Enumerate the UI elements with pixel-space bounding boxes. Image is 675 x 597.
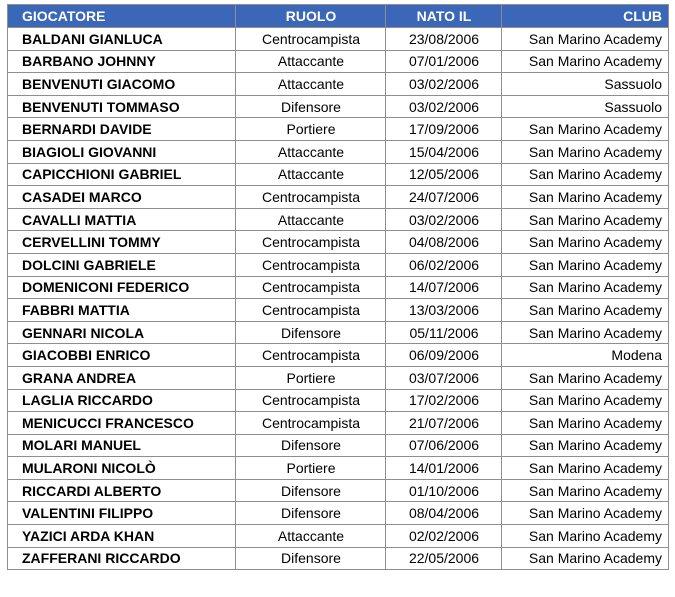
club-cell: San Marino Academy — [502, 434, 669, 457]
birth-date-cell: 14/01/2006 — [386, 457, 502, 480]
birth-date-cell: 23/08/2006 — [386, 28, 502, 51]
birth-date-cell: 03/02/2006 — [386, 73, 502, 96]
player-name-cell: BENVENUTI TOMMASO — [8, 95, 236, 118]
role-cell: Attaccante — [236, 525, 386, 548]
player-name-cell: GIACOBBI ENRICO — [8, 344, 236, 367]
role-cell: Centrocampista — [236, 344, 386, 367]
player-name-cell: MENICUCCI FRANCESCO — [8, 412, 236, 435]
table-row — [8, 434, 669, 457]
table-row — [8, 73, 669, 96]
player-name-cell: YAZICI ARDA KHAN — [8, 525, 236, 548]
player-name-cell: MULARONI NICOLÒ — [8, 457, 236, 480]
birth-date-cell: 06/02/2006 — [386, 253, 502, 276]
club-cell: San Marino Academy — [502, 502, 669, 525]
role-cell: Centrocampista — [236, 299, 386, 322]
table-row — [8, 389, 669, 412]
player-name-cell: DOLCINI GABRIELE — [8, 253, 236, 276]
role-cell: Centrocampista — [236, 28, 386, 51]
club-cell: San Marino Academy — [502, 163, 669, 186]
player-name-cell: BIAGIOLI GIOVANNI — [8, 140, 236, 163]
header-player: GIOCATORE — [8, 5, 236, 28]
player-name-cell: CAPICCHIONI GABRIEL — [8, 163, 236, 186]
table-row — [8, 208, 669, 231]
table-row — [8, 547, 669, 570]
header-club: CLUB — [502, 5, 669, 28]
player-name-cell: LAGLIA RICCARDO — [8, 389, 236, 412]
table-row — [8, 479, 669, 502]
role-cell: Centrocampista — [236, 253, 386, 276]
table-row — [8, 321, 669, 344]
role-cell: Centrocampista — [236, 389, 386, 412]
club-cell: San Marino Academy — [502, 457, 669, 480]
roster-container — [7, 4, 668, 570]
birth-date-cell: 22/05/2006 — [386, 547, 502, 570]
player-name-cell: DOMENICONI FEDERICO — [8, 276, 236, 299]
club-cell: San Marino Academy — [502, 479, 669, 502]
role-cell: Difensore — [236, 547, 386, 570]
table-row — [8, 457, 669, 480]
club-cell: San Marino Academy — [502, 366, 669, 389]
table-row — [8, 299, 669, 322]
birth-date-cell: 21/07/2006 — [386, 412, 502, 435]
club-cell: San Marino Academy — [502, 389, 669, 412]
player-name-cell: BARBANO JOHNNY — [8, 50, 236, 73]
club-cell: Sassuolo — [502, 73, 669, 96]
club-cell: San Marino Academy — [502, 525, 669, 548]
role-cell: Difensore — [236, 95, 386, 118]
birth-date-cell: 07/06/2006 — [386, 434, 502, 457]
table-row — [8, 163, 669, 186]
role-cell: Portiere — [236, 118, 386, 141]
header-role: RUOLO — [236, 5, 386, 28]
table-row — [8, 95, 669, 118]
role-cell: Difensore — [236, 479, 386, 502]
player-name-cell: RICCARDI ALBERTO — [8, 479, 236, 502]
table-row — [8, 186, 669, 209]
birth-date-cell: 02/02/2006 — [386, 525, 502, 548]
birth-date-cell: 03/07/2006 — [386, 366, 502, 389]
player-name-cell: CERVELLINI TOMMY — [8, 231, 236, 254]
club-cell: San Marino Academy — [502, 321, 669, 344]
club-cell: San Marino Academy — [502, 186, 669, 209]
role-cell: Portiere — [236, 366, 386, 389]
role-cell: Centrocampista — [236, 231, 386, 254]
player-name-cell: GENNARI NICOLA — [8, 321, 236, 344]
birth-date-cell: 05/11/2006 — [386, 321, 502, 344]
club-cell: San Marino Academy — [502, 299, 669, 322]
role-cell: Attaccante — [236, 163, 386, 186]
birth-date-cell: 15/04/2006 — [386, 140, 502, 163]
table-body — [8, 28, 669, 570]
birth-date-cell: 17/09/2006 — [386, 118, 502, 141]
club-cell: San Marino Academy — [502, 50, 669, 73]
table-row — [8, 231, 669, 254]
table-row — [8, 28, 669, 51]
player-roster-table — [7, 4, 669, 570]
role-cell: Attaccante — [236, 140, 386, 163]
role-cell: Difensore — [236, 502, 386, 525]
player-name-cell: MOLARI MANUEL — [8, 434, 236, 457]
player-name-cell: BALDANI GIANLUCA — [8, 28, 236, 51]
table-row — [8, 366, 669, 389]
birth-date-cell: 03/02/2006 — [386, 95, 502, 118]
table-row — [8, 118, 669, 141]
birth-date-cell: 04/08/2006 — [386, 231, 502, 254]
birth-date-cell: 08/04/2006 — [386, 502, 502, 525]
birth-date-cell: 01/10/2006 — [386, 479, 502, 502]
player-name-cell: BERNARDI DAVIDE — [8, 118, 236, 141]
header-row — [8, 5, 669, 28]
player-name-cell: BENVENUTI GIACOMO — [8, 73, 236, 96]
role-cell: Attaccante — [236, 50, 386, 73]
role-cell: Difensore — [236, 321, 386, 344]
club-cell: San Marino Academy — [502, 253, 669, 276]
player-name-cell: CAVALLI MATTIA — [8, 208, 236, 231]
role-cell: Centrocampista — [236, 276, 386, 299]
birth-date-cell: 17/02/2006 — [386, 389, 502, 412]
birth-date-cell: 24/07/2006 — [386, 186, 502, 209]
club-cell: San Marino Academy — [502, 276, 669, 299]
role-cell: Centrocampista — [236, 412, 386, 435]
table-row — [8, 525, 669, 548]
role-cell: Centrocampista — [236, 186, 386, 209]
player-name-cell: ZAFFERANI RICCARDO — [8, 547, 236, 570]
table-row — [8, 412, 669, 435]
table-row — [8, 344, 669, 367]
table-row — [8, 140, 669, 163]
table-row — [8, 276, 669, 299]
player-name-cell: GRANA ANDREA — [8, 366, 236, 389]
birth-date-cell: 06/09/2006 — [386, 344, 502, 367]
club-cell: Sassuolo — [502, 95, 669, 118]
role-cell: Difensore — [236, 434, 386, 457]
role-cell: Attaccante — [236, 208, 386, 231]
role-cell: Portiere — [236, 457, 386, 480]
table-row — [8, 253, 669, 276]
player-name-cell: VALENTINI FILIPPO — [8, 502, 236, 525]
birth-date-cell: 07/01/2006 — [386, 50, 502, 73]
table-row — [8, 50, 669, 73]
club-cell: San Marino Academy — [502, 412, 669, 435]
birth-date-cell: 14/07/2006 — [386, 276, 502, 299]
birth-date-cell: 13/03/2006 — [386, 299, 502, 322]
table-row — [8, 502, 669, 525]
birth-date-cell: 03/02/2006 — [386, 208, 502, 231]
birth-date-cell: 12/05/2006 — [386, 163, 502, 186]
club-cell: San Marino Academy — [502, 118, 669, 141]
role-cell: Attaccante — [236, 73, 386, 96]
player-name-cell: FABBRI MATTIA — [8, 299, 236, 322]
table-header — [8, 5, 669, 28]
club-cell: San Marino Academy — [502, 231, 669, 254]
club-cell: San Marino Academy — [502, 547, 669, 570]
club-cell: San Marino Academy — [502, 140, 669, 163]
club-cell: San Marino Academy — [502, 28, 669, 51]
player-name-cell: CASADEI MARCO — [8, 186, 236, 209]
header-born: NATO IL — [386, 5, 502, 28]
club-cell: Modena — [502, 344, 669, 367]
club-cell: San Marino Academy — [502, 208, 669, 231]
